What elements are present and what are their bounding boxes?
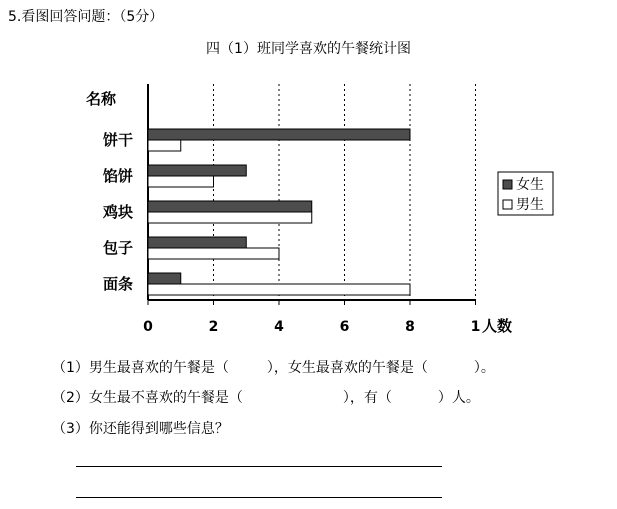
x-tick-label: 6 [339,319,350,335]
question-2-part2: ），有（ [342,390,392,406]
question-2-part3: ）人。 [437,390,480,406]
bar-girls [148,201,312,212]
bar-boys [148,140,181,151]
x-tick-label: 4 [274,319,284,335]
category-label: 鸡块 [102,203,134,221]
category-label: 饼干 [102,131,134,149]
bar-boys [148,284,410,295]
x-tick-label: 0 [143,319,153,335]
answer-line-1[interactable] [76,466,442,467]
question-1-part2: ），女生最喜欢的午餐是（ [266,360,428,376]
legend-label: 女生 [516,177,544,193]
question-1-part1: （1）男生最喜欢的午餐是（ [52,360,229,376]
x-tick-label: 8 [405,319,415,335]
question-3: （3）你还能得到哪些信息？ [52,421,229,437]
question-2-part1: （2）女生最不喜欢的午餐是（ [52,390,243,406]
category-label: 面条 [102,275,134,293]
bar-girls [148,273,181,284]
bar-girls [148,165,246,176]
question-heading: 5.看图回答问题：（5分） [8,9,164,25]
x-tick-label: 1 [470,319,481,335]
legend-label: 男生 [516,197,544,213]
question-1-part3: ）。 [473,360,495,376]
bar-boys [148,248,279,259]
category-label: 包子 [102,239,134,257]
question-2 [52,387,480,407]
answer-line-2[interactable] [76,497,442,498]
bar-boys [148,176,214,187]
question-1 [52,357,495,377]
category-label: 馅饼 [102,167,134,185]
x-tick-label: 2 [208,319,219,335]
bar-girls [148,237,246,248]
x-axis-label: 人数 [482,317,513,335]
bar-boys [148,212,312,223]
chart-title: 四（1）班同学喜欢的午餐统计图 [206,41,411,57]
legend-swatch [503,180,512,189]
y-axis-label: 名称 [86,90,117,108]
bar-girls [148,129,410,140]
legend-swatch [503,200,512,209]
